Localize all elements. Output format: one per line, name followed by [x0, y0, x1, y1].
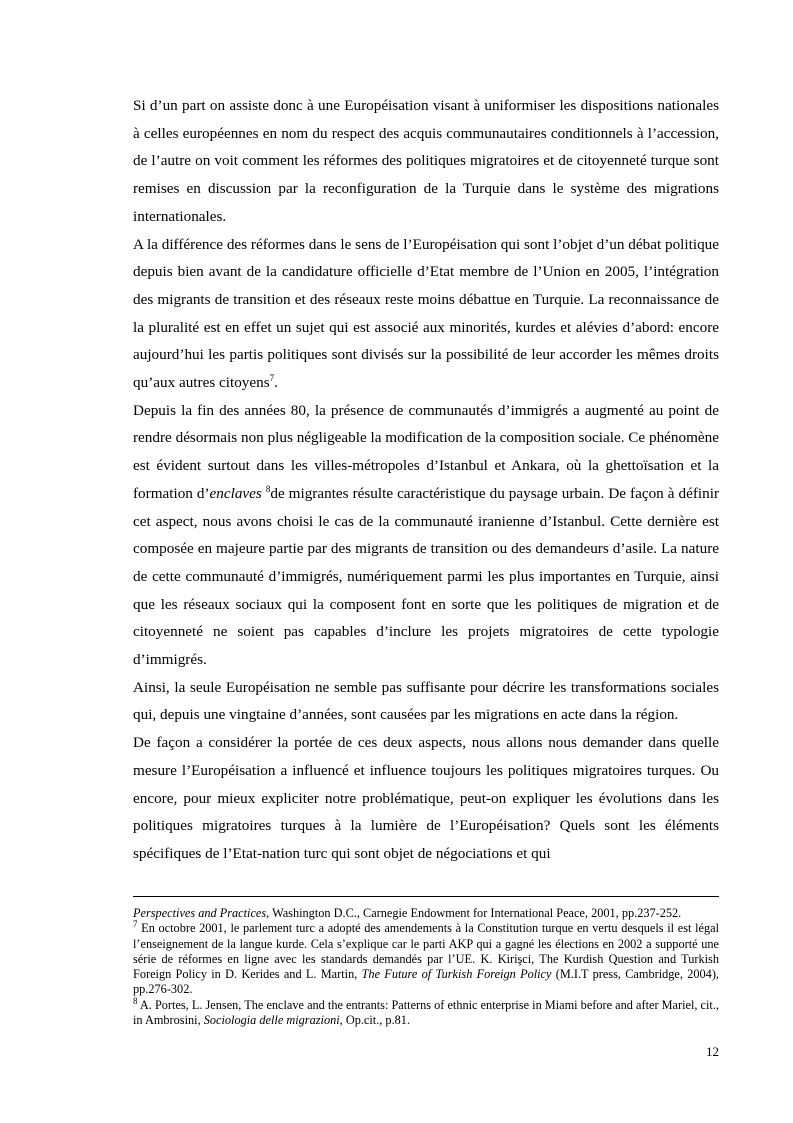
footnote-separator	[133, 896, 719, 897]
footnote-7-italic: The Future of Turkish Foreign Policy	[361, 967, 552, 982]
paragraph-2-end: .	[274, 374, 278, 392]
paragraph-1-text: Si d’un part on assiste donc à une Européisation visant à uniformiser les dispositions nationales à celles européennes en nom du respect des acquis communautaires conditionnels à l’accession, de l’autre on voit comment les réformes des politiques migratoires et de citoyenneté turque sont remises en discussion par la reconfiguration de la Turquie dans le système des migrations internationales.	[133, 97, 719, 225]
footnote-8-rest: , Op.cit., p.81.	[339, 1013, 411, 1028]
page-number: 12	[706, 1044, 719, 1059]
footnote-continuation-italic: Perspectives and Practices	[133, 906, 267, 920]
footnote-continuation-text: , Washington D.C., Carnegie Endowment for International Peace, 2001, pp.237-252.	[266, 906, 682, 920]
footnote-8-text: A. Portes, L. Jensen, The enclave and the entrants: Patterns of ethnic enterprise in Miami before and after Mariel, cit., in Ambrosini,	[133, 997, 719, 1028]
footnote-8	[133, 995, 719, 1029]
footnote-ref-8[interactable]: 8	[265, 483, 271, 494]
paragraph-3-after: de migrantes résulte caractéristique du paysage urbain. De façon à définir cet aspect, nous avons choisi le cas de la communauté iranienne d’Istanbul. Cette dernière est composée en majeure partie par des migrants de transition ou des demandeurs d’asile. La nature de cette communauté d’immigrés, numériquement parmi les plus importantes en Turquie, ainsi que les réseaux sociaux qui la composent font en sorte que les politiques de migration et de citoyenneté ne soient pas capables d’inclure les projets migratoires de cette typologie d’immigrés.	[133, 484, 719, 669]
paragraph-3-before: Depuis la fin des années 80, la présence de communautés d’immigrés a augmenté au point de rendre désormais non plus négligeable la modification de la composition sociale. Ce phénomène est évident surtout dans les villes-métropoles d’Istanbul et Ankara, où la ghettoïsation et la formation d’	[133, 401, 719, 502]
paragraph-5-text: De façon a considérer la portée de ces deux aspects, nous allons nous demander dans quelle mesure l’Européisation a influencé et influence toujours les politiques migratoires turques. Ou encore, pour mieux expliciter notre problématique, peut-on expliquer les évolutions dans les politiques migratoires turques à la lumière de l’Européisation? Quels sont les éléments spécifiques de l’Etat-nation turc qui sont objet de négociations et qui	[133, 734, 719, 862]
footnote-7-marker: 7	[133, 919, 138, 930]
footnote-ref-7[interactable]: 7	[269, 372, 275, 383]
paragraph-5	[133, 729, 719, 868]
paragraph-4	[133, 674, 719, 729]
footnote-7	[133, 921, 719, 997]
paragraph-2-text: A la différence des réformes dans le sens de l’Européisation qui sont l’objet d’un débat politique depuis bien avant de la candidature officielle d’Etat membre de l’Union en 2005, l’intégration des migrants de transition et des réseaux reste moins débattue en Turquie. La reconnaissance de la pluralité est en effet un sujet qui est associé aux minorités, kurdes et alévies d’abord: encore aujourd’hui les partis politiques sont divisés sur la possibilité de leur accorder les mêmes droits qu’aux autres citoyens	[133, 235, 719, 392]
footnote-8-marker: 8	[133, 995, 138, 1006]
paragraph-3	[133, 397, 719, 674]
footnotes	[133, 906, 719, 1028]
main-text	[133, 92, 719, 868]
footnote-7-text: En octobre 2001, le parlement turc a adopté des amendements à la Constitution turque en vertu desquels il est légal l’enseignement de la langue kurde. Cela s’explique car le parti AKP qui a gagné les élections en 2002 a supporté une série de réformes en ligne avec les standards demandés par l’UE. K. Kirişci, The Kurdish Question and Turkish Foreign Policy in D. Kerides and L. Martin,	[133, 921, 719, 982]
paragraph-4-text: Ainsi, la seule Européisation ne semble pas suffisante pour décrire les transformations sociales qui, depuis une vingtaine d’années, sont causées par les migrations en acte dans la région.	[133, 678, 719, 724]
footnote-8-italic: Sociologia delle migrazioni	[203, 1013, 340, 1028]
footnote-7-rest: (M.I.T press, Cambridge, 2004), pp.276-302.	[133, 967, 719, 997]
paragraph-1	[133, 92, 719, 231]
paragraph-2	[133, 231, 719, 397]
paragraph-3-italic: enclaves	[209, 484, 262, 502]
footnote-continuation	[133, 906, 719, 921]
